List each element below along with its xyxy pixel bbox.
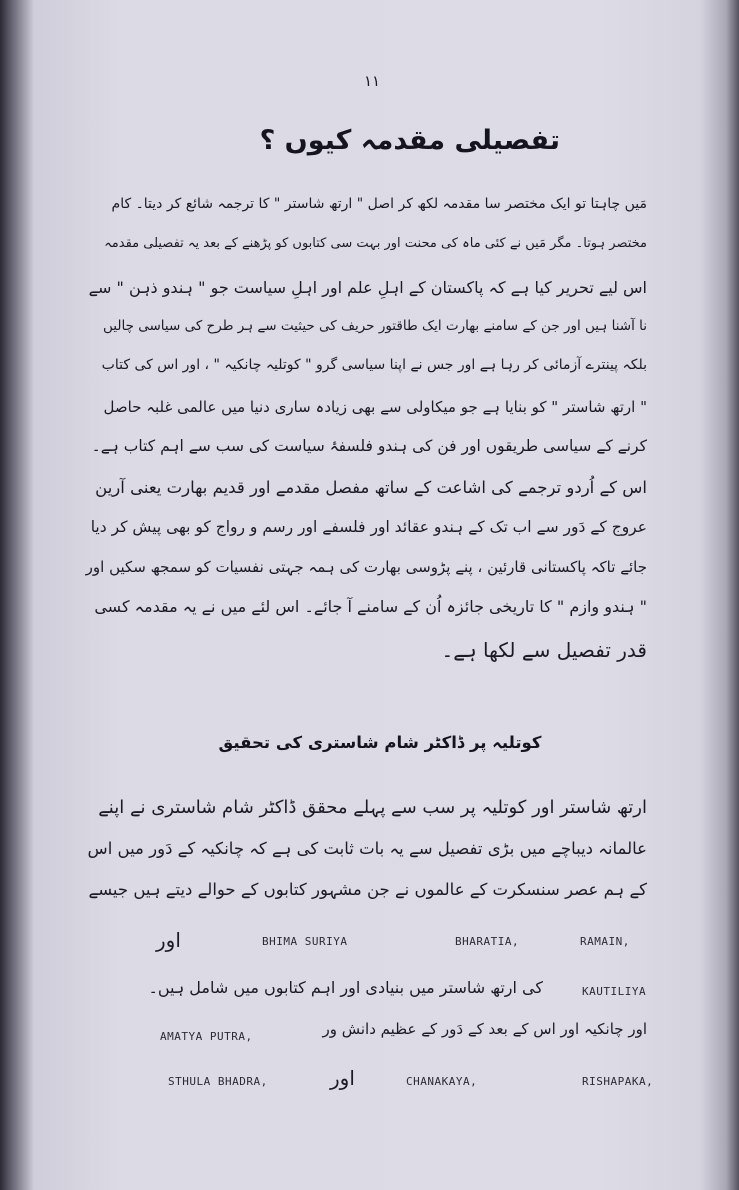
latin-book-name: BHIMA SURIYA (262, 935, 348, 948)
latin-book-name: STHULA BHADRA, (168, 1075, 268, 1088)
page-number: ۱۱ (363, 72, 381, 90)
paragraph-line: قدر تفصیل سے لکھا ہے۔ (441, 638, 647, 662)
paragraph-line: کے ہم عصر سنسکرت کے عالموں نے جن مشہور کتابوں کے حوالے دیتے ہیں جیسے (88, 880, 647, 899)
section-heading-detailed-introduction: تفصیلی مقدمہ کیوں ؟ (259, 125, 560, 156)
paragraph-line: مَیں چاہتا تو ایک مختصر سا مقدمہ لکھ کر اصل " ارتھ شاستر " کا ترجمہ شائع کر دیتا۔ کام (111, 196, 647, 212)
section-heading-shama-shastri-research: کوتلیہ پر ڈاکٹر شام شاستری کی تحقیق (218, 733, 542, 752)
paragraph-line: بلکہ پینترے آزمائی کر رہا ہے اور جس نے اپنا سیاسی گرو " کوتلیہ چانکیہ " ، اور اس کی کتاب (101, 357, 647, 373)
paragraph-line: اس لیے تحریر کیا ہے کہ پاکستان کے اہلِ علم اور اہلِ سیاست جو " ہندو ذہن " سے (88, 278, 647, 297)
paragraph-line: جائے تاکہ پاکستانی قارئین ، پنے پڑوسی بھارت کی ہمہ جہتی نفسیات کو سمجھ سکیں اور (85, 558, 647, 576)
latin-book-name: BHARATIA, (455, 935, 520, 948)
paragraph-line: اور چانکیہ اور اس کے بعد کے دَور کے عظیم دانش ور (322, 1020, 647, 1038)
latin-book-name: KAUTILIYA (582, 985, 647, 998)
latin-book-name: CHANAKAYA, (406, 1075, 478, 1088)
paragraph-line: کی ارتھ شاستر میں بنیادی اور اہم کتابوں میں شامل ہیں۔ (148, 978, 543, 997)
latin-book-name: RISHAPAKA, (582, 1075, 654, 1088)
urdu-conjunction: اور (156, 928, 181, 952)
paragraph-line: عالمانہ دیباچے میں بڑی تفصیل سے یہ بات ثابت کی ہے کہ چانکیہ کے دَور میں اس (87, 839, 647, 858)
latin-book-name: RAMAIN, (580, 935, 630, 948)
paragraph-line: مختصر ہوتا۔ مگر مَیں نے کئی ماہ کی محنت اور بہت سی کتابوں کو پڑھنے کے بعد یہ تفصیلی مقدمہ (104, 236, 647, 251)
paragraph-line: ارتھ شاستر اور کوتلیہ پر سب سے پہلے محقق ڈاکٹر شام شاستری نے اپنے (98, 797, 647, 818)
paragraph-line: نا آشنا ہیں اور جن کے سامنے بھارت ایک طاقتور حریف کی حیثیت سے ہر طرح کی سیاسی چالیں (103, 318, 647, 334)
paragraph-line: " ہندو وازم " کا تاریخی جائزہ اُن کے سامنے آ جائے۔ اس لئے میں نے یہ مقدمہ کسی (94, 597, 647, 616)
paragraph-line: کرنے کے سیاسی طریقوں اور فن کی ہندو فلسفۂ سیاست کی سب سے اہم کتاب ہے۔ (91, 437, 647, 455)
paragraph-line: عروج کے دَور سے اب تک کے ہندو عقائد اور فلسفے اور رسم و رواج کو بھی پیش کر دیا (90, 518, 647, 536)
paragraph-line: اس کے اُردو ترجمے کی اشاعت کے ساتھ مفصل مقدمے اور قدیم بھارت یعنی آرین (95, 478, 647, 497)
latin-book-name: AMATYA PUTRA, (160, 1030, 253, 1043)
paragraph-line: " ارتھ شاستر " کو بنایا ہے جو میکاولی سے بھی زیادہ ساری دنیا میں عالمی غلبہ حاصل (103, 398, 647, 416)
urdu-conjunction: اور (330, 1066, 355, 1090)
